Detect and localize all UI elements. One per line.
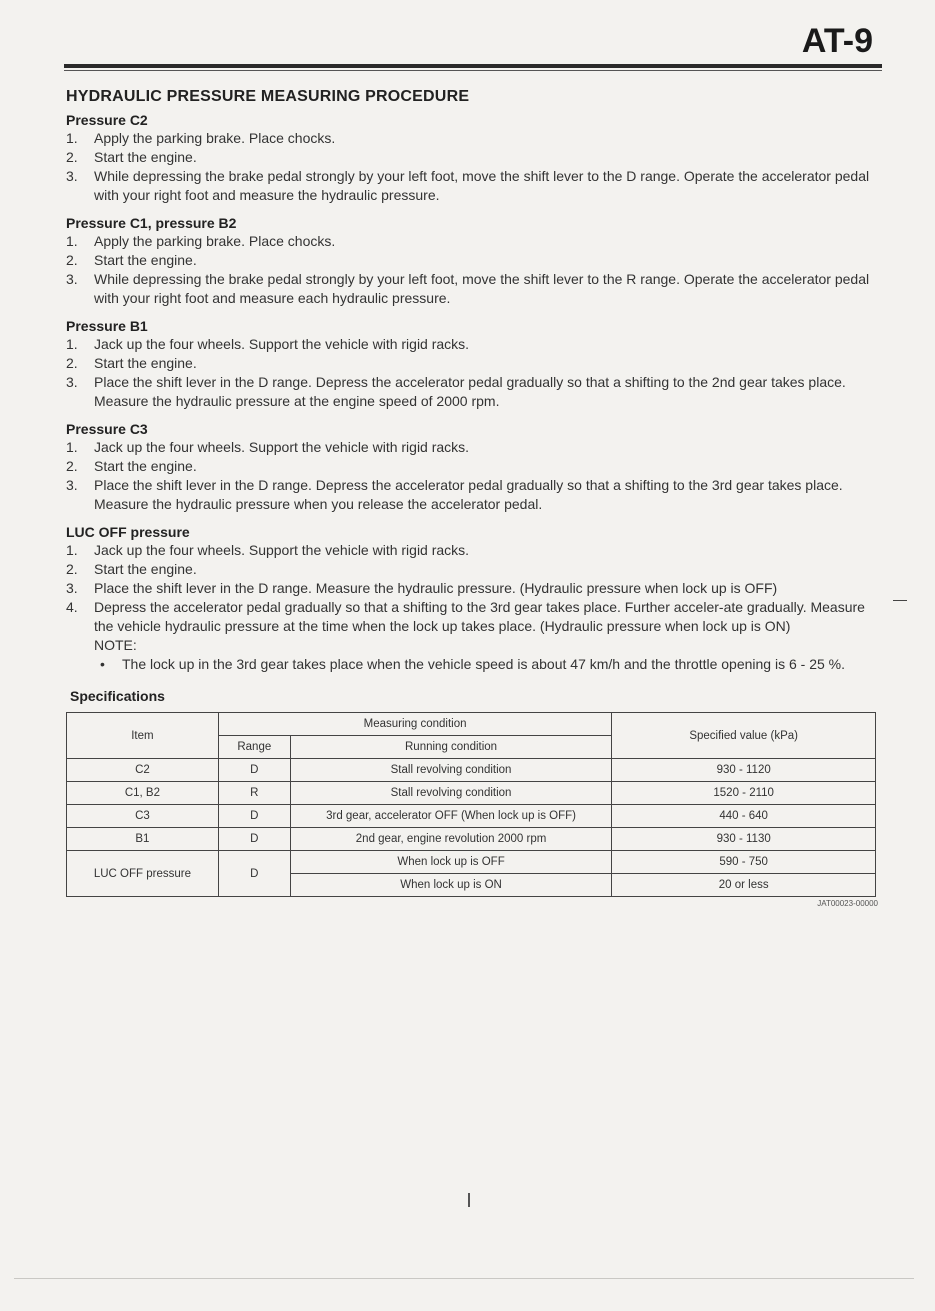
cell-running: Stall revolving condition	[290, 782, 612, 805]
step-item	[66, 251, 881, 270]
document-body	[66, 88, 881, 908]
header-rule-thin	[64, 70, 882, 71]
step-list	[66, 438, 881, 514]
step-number: 3.	[66, 168, 78, 184]
step-item	[66, 438, 881, 457]
step-list	[66, 129, 881, 205]
bullet-icon: •	[100, 656, 105, 672]
table-row	[67, 782, 876, 805]
cell-item: C3	[67, 805, 219, 828]
step-item	[66, 373, 881, 411]
section-luc-off-pressure	[66, 524, 881, 674]
step-text: While depressing the brake pedal strongly by your left foot, move the shift lever to the R range. Operate the accelerator pedal with your right foot and measure each hydraulic pressure.	[94, 271, 870, 306]
step-item	[66, 598, 881, 674]
cell-range: D	[218, 851, 290, 897]
cell-item: LUC OFF pressure	[67, 851, 219, 897]
step-number: 3.	[66, 477, 78, 493]
cell-item: B1	[67, 828, 219, 851]
page-heading: HYDRAULIC PRESSURE MEASURING PROCEDURE	[66, 88, 470, 105]
cell-running: Stall revolving condition	[290, 759, 612, 782]
step-item	[66, 457, 881, 476]
cell-value: 930 - 1130	[612, 828, 876, 851]
step-text: Jack up the four wheels. Support the vehicle with rigid racks.	[94, 336, 470, 352]
step-text: Start the engine.	[94, 458, 197, 474]
step-number: 2.	[66, 458, 78, 474]
table-row	[67, 759, 876, 782]
step-list	[66, 541, 881, 674]
cell-value: 930 - 1120	[612, 759, 876, 782]
page-id: AT-9	[801, 22, 873, 60]
cell-running: When lock up is OFF	[290, 851, 612, 874]
section-pressure-c3	[66, 421, 881, 514]
step-number: 1.	[66, 439, 78, 455]
step-number: 4.	[66, 599, 78, 615]
step-text: Place the shift lever in the D range. Measure the hydraulic pressure. (Hydraulic pressure when lock up is OFF)	[94, 580, 778, 596]
section-title: Pressure C3	[66, 421, 148, 437]
step-text: Apply the parking brake. Place chocks.	[94, 233, 336, 249]
step-list	[66, 335, 881, 411]
cell-range: R	[218, 782, 290, 805]
step-text: Start the engine.	[94, 149, 197, 165]
step-text: Start the engine.	[94, 561, 197, 577]
section-pressure-c2	[66, 112, 881, 205]
figure-reference: JAT00023-00000	[817, 899, 878, 908]
step-number: 1.	[66, 336, 78, 352]
section-title: Pressure C1, pressure B2	[66, 215, 237, 231]
step-item	[66, 560, 881, 579]
step-text: Jack up the four wheels. Support the vehicle with rigid racks.	[94, 542, 470, 558]
step-item	[66, 354, 881, 373]
cell-item: C1, B2	[67, 782, 219, 805]
header-item: Item	[67, 713, 219, 759]
step-text: Start the engine.	[94, 355, 197, 371]
step-item	[66, 148, 881, 167]
step-text: Place the shift lever in the D range. Depress the accelerator pedal gradually so that a shifting to the 2nd gear takes place. Measure the hydraulic pressure at the engine speed of 2000 rpm.	[94, 374, 846, 409]
header-measuring-condition: Measuring condition	[218, 713, 612, 736]
step-text: Place the shift lever in the D range. Depress the accelerator pedal gradually so that a shifting to the 3rd gear takes place. Measure the hydraulic pressure when you release the accelerator pedal.	[94, 477, 843, 512]
spec-table	[66, 712, 876, 897]
section-pressure-b1	[66, 318, 881, 411]
section-title: Pressure C2	[66, 112, 148, 128]
cell-item: C2	[67, 759, 219, 782]
step-item	[66, 167, 881, 205]
table-header-row	[67, 713, 876, 736]
cell-range: D	[218, 759, 290, 782]
step-item	[66, 270, 881, 308]
cell-value: 1520 - 2110	[612, 782, 876, 805]
step-number: 2.	[66, 149, 78, 165]
cell-value: 20 or less	[612, 874, 876, 897]
step-number: 3.	[66, 374, 78, 390]
spec-title: Specifications	[70, 688, 165, 704]
step-number: 2.	[66, 252, 78, 268]
table-row	[67, 851, 876, 874]
section-title: LUC OFF pressure	[66, 524, 190, 540]
cell-value: 590 - 750	[612, 851, 876, 874]
cell-running: When lock up is ON	[290, 874, 612, 897]
step-text: While depressing the brake pedal strongly by your left foot, move the shift lever to the D range. Operate the accelerator pedal with your right foot and measure the hydraulic pressure.	[94, 168, 870, 203]
step-item	[66, 579, 881, 598]
cell-running: 2nd gear, engine revolution 2000 rpm	[290, 828, 612, 851]
margin-dash	[893, 600, 907, 601]
header-range: Range	[218, 736, 290, 759]
step-number: 1.	[66, 542, 78, 558]
step-number: 3.	[66, 271, 78, 287]
step-item	[66, 129, 881, 148]
cell-range: D	[218, 805, 290, 828]
step-item	[66, 232, 881, 251]
step-item	[66, 335, 881, 354]
step-item	[66, 476, 881, 514]
header-rule	[64, 64, 882, 68]
step-number: 1.	[66, 130, 78, 146]
table-row	[67, 828, 876, 851]
section-pressure-c1-b2	[66, 215, 881, 308]
step-number: 3.	[66, 580, 78, 596]
footer-mark	[468, 1193, 470, 1207]
header-running-condition: Running condition	[290, 736, 612, 759]
step-list	[66, 232, 881, 308]
table-row	[67, 805, 876, 828]
note-label: NOTE:	[94, 637, 137, 653]
header-specified-value: Specified value (kPa)	[612, 713, 876, 759]
step-number: 1.	[66, 233, 78, 249]
step-text: Apply the parking brake. Place chocks.	[94, 130, 336, 146]
note-text: The lock up in the 3rd gear takes place when the vehicle speed is about 47 km/h and the throttle opening is 6 - 25 %.	[122, 656, 846, 672]
cell-value: 440 - 640	[612, 805, 876, 828]
section-title: Pressure B1	[66, 318, 148, 334]
cell-range: D	[218, 828, 290, 851]
step-number: 2.	[66, 355, 78, 371]
note-bullet-item	[94, 655, 881, 674]
step-text: Start the engine.	[94, 252, 197, 268]
step-item	[66, 541, 881, 560]
cell-running: 3rd gear, accelerator OFF (When lock up is OFF)	[290, 805, 612, 828]
step-text: Depress the accelerator pedal gradually so that a shifting to the 3rd gear takes place. Further acceler-ate gradually. Measure the vehicle hydraulic pressure at the time when the lock up takes place. (Hydraulic pressure when lock up is ON)	[94, 599, 865, 634]
footer-line	[14, 1278, 914, 1279]
step-text: Jack up the four wheels. Support the vehicle with rigid racks.	[94, 439, 470, 455]
step-number: 2.	[66, 561, 78, 577]
